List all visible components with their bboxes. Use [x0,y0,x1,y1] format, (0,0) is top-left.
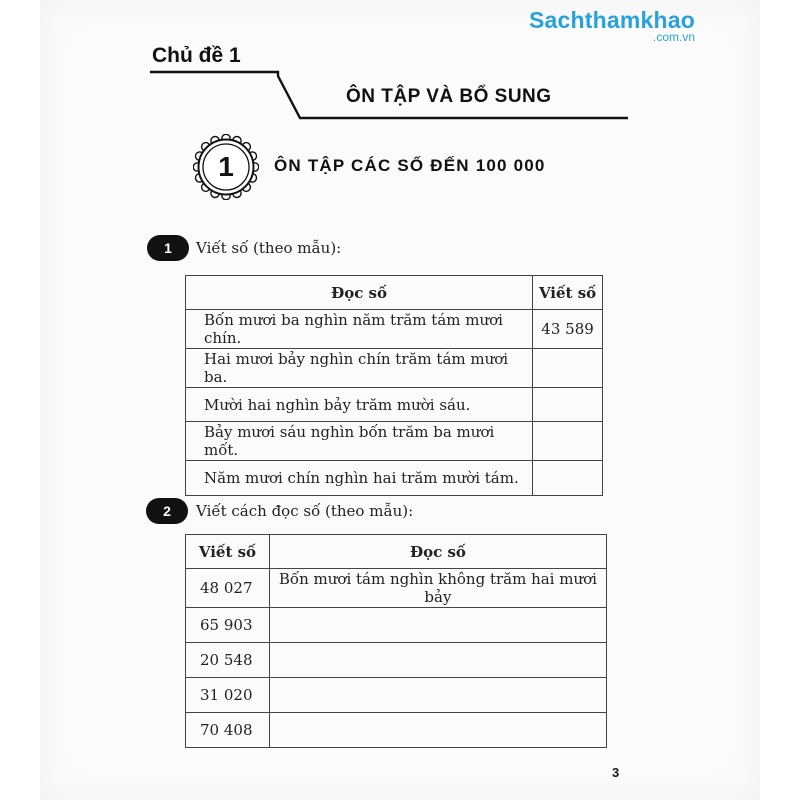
exercise-2-instruction: Viết cách đọc số (theo mẫu): [196,502,414,520]
lesson-title: ÔN TẬP CÁC SỐ ĐẾN 100 000 [274,156,546,175]
exercise-2-table [185,534,607,748]
header-read: Đọc số [269,535,606,569]
cell-read: Bốn mươi tám nghìn không trăm hai mươi bảy [269,569,606,608]
cell-write: 20 548 [186,643,270,678]
table-row [186,608,607,643]
exercise-1-badge: 1 [147,235,189,261]
answer-cell[interactable] [269,608,606,643]
watermark-brand: Sachthamkhao [528,7,695,33]
exercise-2-badge: 2 [146,498,188,524]
cell-write: 43 589 [533,310,603,349]
page-number: 3 [612,765,620,780]
header-read: Đọc số [186,276,533,310]
answer-cell[interactable] [533,422,603,461]
table-row [186,713,607,748]
table-row [186,349,603,388]
table-row [186,422,603,461]
cell-write: 48 027 [186,569,270,608]
cell-read: Hai mươi bảy nghìn chín trăm tám mươi ba. [186,349,533,388]
cell-read: Mười hai nghìn bảy trăm mười sáu. [186,388,533,422]
cell-read: Bảy mươi sáu nghìn bốn trăm ba mươi mốt. [186,422,533,461]
answer-cell[interactable] [269,713,606,748]
exercise-1-table [185,275,603,496]
header-write: Viết số [533,276,603,310]
table-row [186,310,603,349]
cell-read: Bốn mươi ba nghìn năm trăm tám mươi chín. [186,310,533,349]
table-row [186,569,607,608]
table-header-row [186,276,603,310]
answer-cell[interactable] [269,643,606,678]
cell-write: 70 408 [186,713,270,748]
answer-cell[interactable] [533,349,603,388]
table-row [186,461,603,496]
cell-read: Năm mươi chín nghìn hai trăm mười tám. [186,461,533,496]
chapter-header-line [140,0,640,140]
cell-write: 31 020 [186,678,270,713]
lesson-number: 1 [218,151,234,182]
exercise-1-instruction: Viết số (theo mẫu): [196,239,342,257]
chapter-label: Chủ đề 1 [152,44,241,67]
answer-cell[interactable] [533,461,603,496]
answer-cell[interactable] [269,678,606,713]
cell-write: 65 903 [186,608,270,643]
table-row [186,388,603,422]
header-write: Viết số [186,535,270,569]
answer-cell[interactable] [533,388,603,422]
table-row [186,643,607,678]
chapter-title: ÔN TẬP VÀ BỔ SUNG [346,86,552,107]
table-row [186,678,607,713]
watermark-domain: .com.vn [652,30,695,44]
table-header-row [186,535,607,569]
